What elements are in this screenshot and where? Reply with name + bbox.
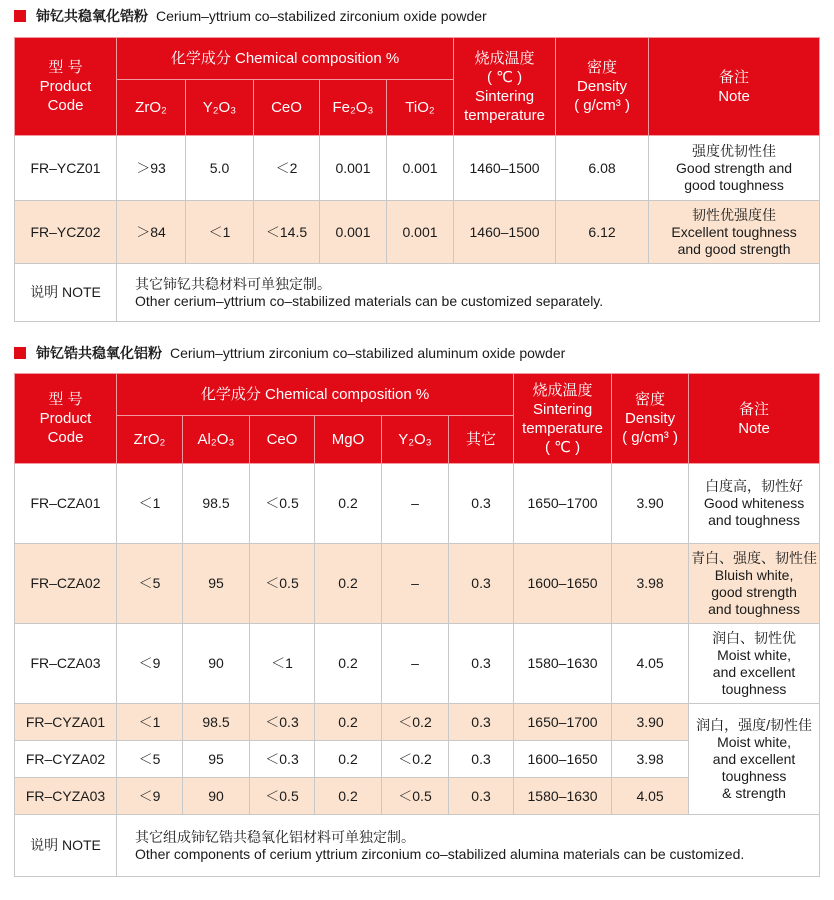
header-component: CeO <box>250 416 315 464</box>
zirconia-table <box>14 37 820 322</box>
note-row <box>15 815 820 877</box>
cell-sintering: 1600–1650 <box>514 544 612 624</box>
cell-value: ＜0.3 <box>250 704 315 741</box>
cell-value: 98.5 <box>183 464 250 544</box>
cell-value: ＞84 <box>117 201 186 264</box>
cell-value: ＜1 <box>250 624 315 704</box>
header-sintering: 烧成温度 ( ℃ ) Sintering temperature <box>454 38 556 136</box>
cell-value: 0.2 <box>315 624 382 704</box>
note-text: 其它组成铈钇锆共稳氧化铝材料可单独定制。 Other components of cerium yttrium zirconium co–stabilized alumina materials can be customized. <box>117 815 820 877</box>
cell-value: ＜0.2 <box>382 704 449 741</box>
header-note: 备注 Note <box>649 38 820 136</box>
cell-sintering: 1460–1500 <box>454 201 556 264</box>
section2-title <box>14 343 565 363</box>
cell-value: ＜5 <box>117 544 183 624</box>
red-square-icon <box>14 10 26 22</box>
header-composition: 化学成分 Chemical composition % <box>117 374 514 416</box>
table-row <box>15 201 820 264</box>
cell-note: 韧性优强度佳 Excellent toughness and good strength <box>649 201 820 264</box>
cell-value: ＜9 <box>117 778 183 815</box>
cell-value: ＜0.5 <box>250 464 315 544</box>
cell-density: 3.90 <box>612 464 689 544</box>
cell-value: ＜0.2 <box>382 741 449 778</box>
note-text: 其它铈钇共稳材料可单独定制。 Other cerium–yttrium co–stabilized materials can be customized separately. <box>117 264 820 322</box>
cell-value: 0.3 <box>449 544 514 624</box>
cell-note: 润白、韧性优 Moist white, and excellent toughness <box>689 624 820 704</box>
cell-sintering: 1460–1500 <box>454 136 556 201</box>
table-row <box>15 624 820 704</box>
cell-value: 0.3 <box>449 741 514 778</box>
cell-value: ＜14.5 <box>254 201 320 264</box>
header-product-code: 型 号 Product Code <box>15 374 117 464</box>
table-row <box>15 464 820 544</box>
product-code: FR–CZA03 <box>15 624 117 704</box>
header-component: ZrO₂ <box>117 80 186 136</box>
header-component: TiO₂ <box>387 80 454 136</box>
cell-sintering: 1650–1700 <box>514 464 612 544</box>
cell-value: 0.2 <box>315 544 382 624</box>
cell-value: 0.001 <box>320 201 387 264</box>
cell-note: 青白、强度、韧性佳 Bluish white, good strength and toughness <box>689 544 820 624</box>
cell-value: 0.2 <box>315 464 382 544</box>
product-code: FR–CYZA01 <box>15 704 117 741</box>
cell-value: ＜1 <box>186 201 254 264</box>
cell-value: 0.3 <box>449 778 514 815</box>
section2-title-zh: 铈钇锆共稳氧化铝粉 <box>36 345 162 361</box>
cell-value: 5.0 <box>186 136 254 201</box>
cell-value: 0.001 <box>387 136 454 201</box>
section2-title-en: Cerium–yttrium zirconium co–stabilized aluminum oxide powder <box>170 345 566 361</box>
header-component: ZrO₂ <box>117 416 183 464</box>
cell-value: 0.2 <box>315 704 382 741</box>
cell-value: 0.3 <box>449 624 514 704</box>
header-component: Fe₂O₃ <box>320 80 387 136</box>
red-square-icon <box>14 347 26 359</box>
cell-value: 0.2 <box>315 741 382 778</box>
cell-note: 白度高，韧性好 Good whiteness and toughness <box>689 464 820 544</box>
cell-value: 0.3 <box>449 464 514 544</box>
cell-value: 0.3 <box>449 704 514 741</box>
product-code: FR–YCZ01 <box>15 136 117 201</box>
header-product-code: 型 号 Product Code <box>15 38 117 136</box>
cell-value: 0.2 <box>315 778 382 815</box>
cell-density: 3.98 <box>612 544 689 624</box>
cell-density: 4.05 <box>612 778 689 815</box>
cell-sintering: 1580–1630 <box>514 624 612 704</box>
header-component: Y₂O₃ <box>186 80 254 136</box>
cell-value: ＜2 <box>254 136 320 201</box>
cell-sintering: 1580–1630 <box>514 778 612 815</box>
alumina-table <box>14 373 820 877</box>
cell-value: ＜0.3 <box>250 741 315 778</box>
cell-value: ＜1 <box>117 464 183 544</box>
product-code: FR–CZA02 <box>15 544 117 624</box>
cell-sintering: 1650–1700 <box>514 704 612 741</box>
note-row <box>15 264 820 322</box>
product-code: FR–YCZ02 <box>15 201 117 264</box>
cell-value: ＜9 <box>117 624 183 704</box>
header-component: 其它 <box>449 416 514 464</box>
header-sintering: 烧成温度 Sintering temperature ( ℃ ) <box>514 374 612 464</box>
cell-value: ＜0.5 <box>250 544 315 624</box>
product-code: FR–CYZA02 <box>15 741 117 778</box>
cell-density: 3.98 <box>612 741 689 778</box>
note-label: 说明 NOTE <box>15 815 117 877</box>
header-density: 密度 Density ( g/cm³ ) <box>556 38 649 136</box>
product-code: FR–CZA01 <box>15 464 117 544</box>
header-component: Al₂O₃ <box>183 416 250 464</box>
header-component: Y₂O₃ <box>382 416 449 464</box>
cell-value: ＞93 <box>117 136 186 201</box>
cell-value: 90 <box>183 624 250 704</box>
header-density: 密度 Density ( g/cm³ ) <box>612 374 689 464</box>
product-code: FR–CYZA03 <box>15 778 117 815</box>
cell-density: 3.90 <box>612 704 689 741</box>
cell-value: ＜0.5 <box>250 778 315 815</box>
cell-value: 98.5 <box>183 704 250 741</box>
table-row <box>15 136 820 201</box>
cell-value: ＜1 <box>117 704 183 741</box>
header-composition: 化学成分 Chemical composition % <box>117 38 454 80</box>
cell-value: – <box>382 464 449 544</box>
cell-value: 95 <box>183 741 250 778</box>
header-note: 备注 Note <box>689 374 820 464</box>
section1-title-zh: 铈钇共稳氧化锆粉 <box>36 8 148 24</box>
cell-sintering: 1600–1650 <box>514 741 612 778</box>
cell-value: ＜0.5 <box>382 778 449 815</box>
cell-value: 95 <box>183 544 250 624</box>
cell-note-merged: 润白，强度/韧性佳 Moist white, and excellent toughness & strength <box>689 704 820 815</box>
table-row <box>15 544 820 624</box>
cell-value: ＜5 <box>117 741 183 778</box>
cell-value: 0.001 <box>387 201 454 264</box>
note-label: 说明 NOTE <box>15 264 117 322</box>
cell-value: 0.001 <box>320 136 387 201</box>
cell-density: 6.08 <box>556 136 649 201</box>
section1-title <box>14 6 487 26</box>
cell-value: 90 <box>183 778 250 815</box>
cell-value: – <box>382 624 449 704</box>
table-row <box>15 704 820 741</box>
header-component: MgO <box>315 416 382 464</box>
cell-density: 4.05 <box>612 624 689 704</box>
cell-note: 强度优韧性佳 Good strength and good toughness <box>649 136 820 201</box>
cell-density: 6.12 <box>556 201 649 264</box>
cell-value: – <box>382 544 449 624</box>
header-component: CeO <box>254 80 320 136</box>
section1-title-en: Cerium–yttrium co–stabilized zirconium oxide powder <box>156 8 487 24</box>
